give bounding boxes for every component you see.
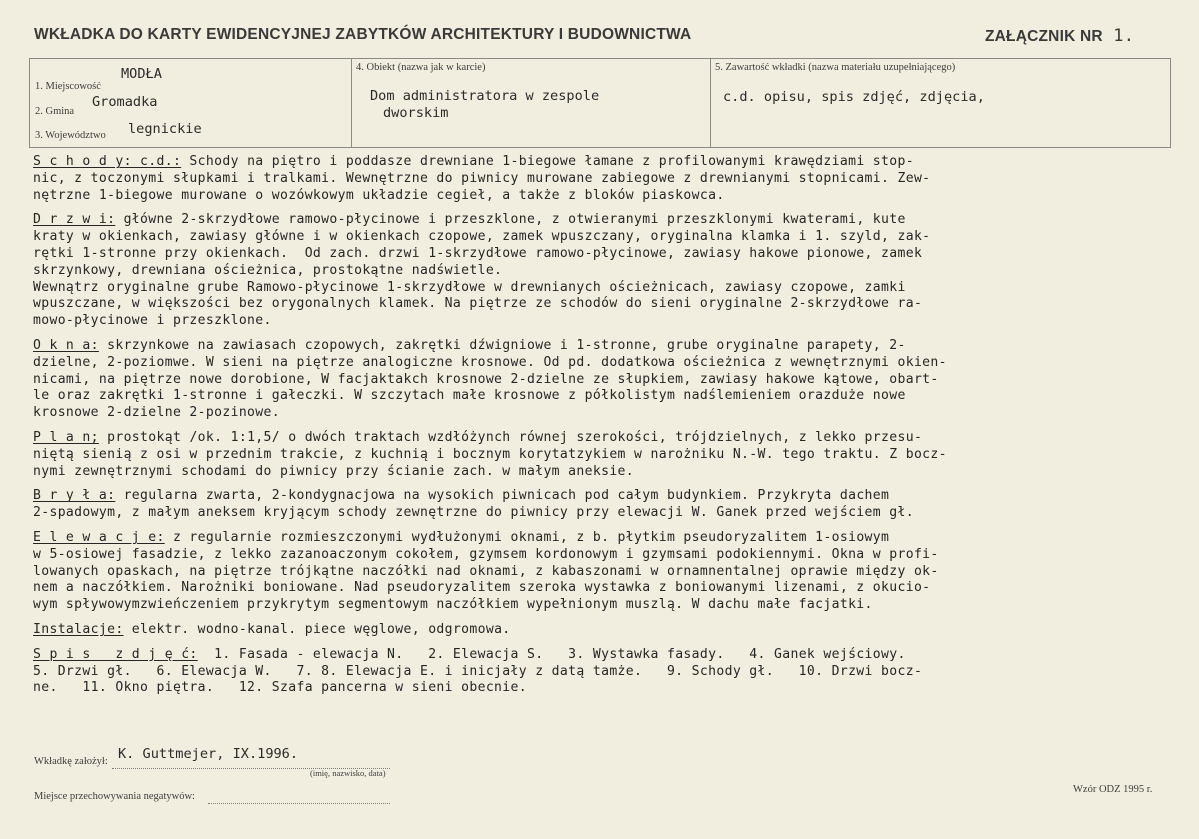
section-line: wym spływowymzwieńczeniem przykrytym segmentowym naczółkiem wypełnionym muszlą. W dachu małe facjatki. xyxy=(33,597,873,613)
section-line: ne. 11. Okno piętra. 12. Szafa pancerna w sieni obecnie. xyxy=(33,680,527,696)
section-heading: B r y ł a: xyxy=(33,488,116,504)
description-body xyxy=(33,154,1171,705)
attachment-number: 1. xyxy=(1113,26,1135,46)
section-line: le oraz zakrętki 1-stronne i gałeczki. W szczytach małe krosnowe z półkolistym nadślemieniem orazduże nowe xyxy=(33,388,906,404)
section-heading: P l a n; xyxy=(33,429,99,445)
zawartosc-label: 5. Zawartość wkładki (nazwa materiału uzupełniającego) xyxy=(715,62,956,73)
section-plan xyxy=(33,430,1171,480)
section-heading: E l e w a c j e: xyxy=(33,529,165,545)
miejsce-dotted-line xyxy=(208,803,390,804)
obiekt-label: 4. Obiekt (nazwa jak w karcie) xyxy=(356,62,486,73)
section-line: elektr. wodno-kanal. piece węglowe, odgromowa. xyxy=(123,621,511,637)
zalozyl-value: K. Guttmejer, IX.1996. xyxy=(118,746,299,762)
section-line: Wewnątrz oryginalne grube Ramowo-płycinowe 1-skrzydłowe w drewnianych ościeżnicach, zawiasy czopowe, zamki xyxy=(33,279,906,295)
miejscowosc-label: 1. Miejscowość xyxy=(35,81,101,92)
section-line: rętki 1-stronne przy okienkach. Od zach. drzwi 1-skrzydłowe ramowo-płycinowe, zawiasy hakowe pionowe, zamek xyxy=(33,245,923,261)
section-heading: D r z w i: xyxy=(33,212,116,228)
section-line: prostokąt /ok. 1:1,5/ o dwóch traktach wzdłóżynch równej szerokości, trójdzielnych, z lekko przesu- xyxy=(98,429,923,445)
miejsce-label: Miejsce przechowywania negatywów: xyxy=(34,791,195,802)
form-title: WKŁADKA DO KARTY EWIDENCYJNEJ ZABYTKÓW ARCHITEKTURY I BUDOWNICTWA xyxy=(34,26,692,43)
section-heading: O k n a: xyxy=(33,337,99,353)
section-line: niętą sienią z osi w przednim trakcie, z kuchnią i bocznym korytatzykiem w narożniku N.-W. tego traktu. Z bocz- xyxy=(33,446,947,462)
section-line: krosnowe 2-dzielne 2-pozinowe. xyxy=(33,405,280,421)
section-line: główne 2-skrzydłowe ramowo-płycinowe i przeszklone, z otwieranymi przeszklonymi kwaterami, kute xyxy=(115,212,906,228)
section-instalacje xyxy=(33,622,1171,639)
section-line: wpuszczane, w większości bez orygonalnych klamek. Na piętrze ze schodów do sieni oryginalne 2-skrzydłowe ra- xyxy=(33,296,923,312)
gmina-label: 2. Gmina xyxy=(35,106,75,117)
wojewodztwo-label: 3. Województwo xyxy=(35,130,106,141)
divider-column-1 xyxy=(351,59,352,147)
section-line: z regularnie rozmieszczonymi wydłużonymi oknami, z b. płytkim pseudoryzalitem 1-osiowym xyxy=(164,529,890,545)
form-template-note: Wzór ODZ 1995 r. xyxy=(1073,784,1153,795)
gmina-value: Gromadka xyxy=(92,94,158,110)
header-fields-box xyxy=(29,58,1171,148)
miejscowosc-value: MODŁA xyxy=(121,66,162,82)
section-heading: S p i s z d j ę ć: xyxy=(33,646,198,662)
zawartosc-value: c.d. opisu, spis zdjęć, zdjęcia, xyxy=(723,89,985,105)
section-schody xyxy=(33,154,1171,204)
section-bryla xyxy=(33,488,1171,522)
obiekt-value-line-1: Dom administratora w zespole xyxy=(370,88,600,104)
section-line: lowanych opaskach, na piętrze trójkątne naczółki nad oknami, z kabaszonami w ornamnentalnej oprawie między ok- xyxy=(33,563,939,579)
wojewodztwo-value: legnickie xyxy=(128,121,202,137)
attachment-label: ZAŁĄCZNIK NR xyxy=(985,28,1103,45)
section-line: skrzynkowe na zawiasach czopowych, zakrętki dźwigniowe i 1-stronne, grube oryginalne parapety, 2- xyxy=(98,337,906,353)
section-line: nicami, na piętrze nowe dorobione, W facjaktakch krosnowe 2-dzielne ze słupkiem, zawiasy hakowe kątowe, obart- xyxy=(33,371,939,387)
section-line: w 5-osiowej fasadzie, z lekko zazanoaczonym cokołem, gzymsem kordonowym i gzymsami podokiennymi. Okna w profi- xyxy=(33,546,939,562)
section-okna xyxy=(33,338,1171,422)
section-line: nic, z toczonymi słupkami i tralkami. Wewnętrzne do piwnicy murowane zabiegowe z drewnianymi stopnicami. Zew- xyxy=(33,170,931,186)
zalozyl-label: Wkładkę założył: xyxy=(34,756,108,767)
section-line: mowo-płycinowe i przeszklone. xyxy=(33,313,272,329)
divider-column-2 xyxy=(710,59,711,147)
section-spis-zdjec xyxy=(33,647,1171,697)
section-line: kraty w okienkach, zawiasy główne i w okienkach czopowe, zamek wpuszczany, oryginalna klamka i 1. szyld, zak- xyxy=(33,229,931,245)
section-line: 5. Drzwi gł. 6. Elewacja W. 7. 8. Elewacja E. i inicjały z datą tamże. 9. Schody gł. 10. Drzwi bocz- xyxy=(33,663,923,679)
section-line: nem a naczółkiem. Narożniki boniowane. Nad pseudoryzalitem szeroka wystawka z boniowanymi lizenami, z okucio- xyxy=(33,580,931,596)
section-line: regularna zwarta, 2-kondygnacjowa na wysokich piwnicach pod całym budynkiem. Przykryta dachem xyxy=(115,488,890,504)
section-line: dzielne, 2-poziomwe. W sieni na piętrze analogiczne krosnowe. Od pd. dodatkowa ościeżnica z wewnętrznymi okien- xyxy=(33,354,947,370)
section-line: Schody na piętro i poddasze drewniane 1-biegowe łamane z profilowanymi krawędziami stop- xyxy=(181,154,914,169)
section-line: 2-spadowym, z małym aneksem kryjącym schody zewnętrzne do piwnicy przy elewacji W. Ganek przed wejściem gł. xyxy=(33,505,914,521)
section-line: nymi zewnętrznymi schodami do piwnicy przy ścianie zach. w małym aneksie. xyxy=(33,463,635,479)
section-heading: S c h o d y: c.d.: xyxy=(33,154,182,169)
attachment-heading xyxy=(985,26,1134,46)
section-elewacje xyxy=(33,530,1171,614)
section-line: nętrzne 1-biegowe murowane o wozówkowym układzie cegieł, a także z bloków piaskowca. xyxy=(33,187,725,203)
section-line: 1. Fasada - elewacja N. 2. Elewacja S. 3. Wystawka fasady. 4. Ganek wejściowy. xyxy=(197,646,906,662)
section-line: skrzynkowy, drewniana ościeżnica, prostokątne nadświetle. xyxy=(33,262,503,278)
zalozyl-hint: (imię, nazwisko, data) xyxy=(310,768,386,778)
obiekt-value-line-2: dworskim xyxy=(383,105,449,121)
section-heading: Instalacje: xyxy=(33,621,124,637)
section-drzwi xyxy=(33,212,1171,330)
